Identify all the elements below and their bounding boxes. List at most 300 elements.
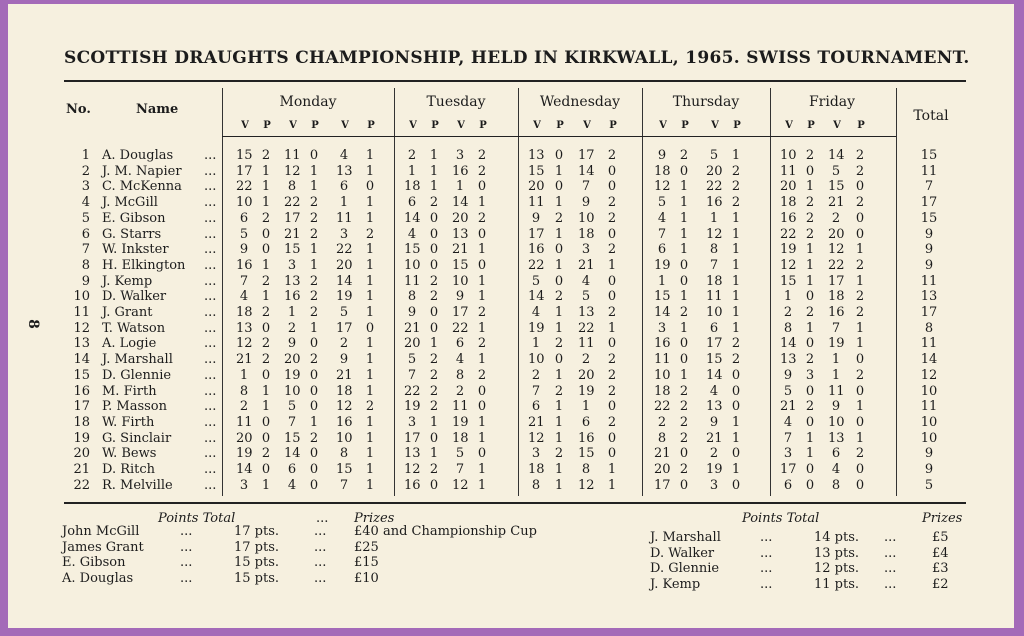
points-cell: 1	[261, 195, 271, 211]
opponent-cell: 19	[654, 257, 671, 273]
opponent-cell: 12	[578, 477, 595, 493]
points-cell: 2	[607, 195, 617, 211]
points-cell: 1	[365, 352, 375, 368]
opponent-cell: 18	[452, 430, 469, 446]
opponent-cell: 7	[531, 383, 541, 399]
points-cell: 0	[477, 179, 487, 195]
opponent-cell: 20	[654, 462, 671, 477]
points-cell: 1	[429, 179, 439, 195]
opponent-cell: 7	[657, 226, 667, 242]
total-cell: 17	[920, 195, 938, 211]
opponent-cell: 1	[531, 336, 541, 352]
points-cell: 1	[261, 383, 271, 399]
points-cell: 1	[365, 446, 375, 462]
points-cell: 1	[554, 226, 564, 242]
points-cell: 1	[679, 195, 689, 211]
leader-dots: ...	[204, 383, 217, 399]
opponent-cell: 17	[236, 163, 253, 179]
points-cell: 1	[731, 305, 741, 320]
points-cell: 2	[679, 305, 689, 320]
opponent-cell: 16	[828, 305, 845, 320]
points-cell: 0	[855, 477, 865, 493]
opponent-cell: 4	[581, 273, 591, 289]
prizes-label: Prizes	[354, 511, 395, 526]
header-underline	[222, 136, 896, 137]
player-number: 17	[73, 399, 90, 415]
leader-dots: ...	[204, 414, 217, 430]
points-cell: 1	[554, 462, 564, 477]
points-cell: 2	[429, 462, 439, 477]
opponent-cell: 16	[578, 430, 595, 446]
points-cell: 1	[731, 320, 741, 336]
points-cell: 0	[554, 352, 564, 368]
leader-dots: ...	[204, 430, 217, 446]
total-cell: 15	[920, 210, 938, 226]
points-cell: 0	[805, 462, 815, 477]
opponent-cell: 22	[578, 320, 595, 336]
winner-prize: £3	[932, 561, 949, 576]
opponent-cell: 7	[287, 414, 297, 430]
opponent-cell: 9	[709, 414, 719, 430]
points-cell: 1	[731, 273, 741, 289]
points-total-label: Points Total	[742, 511, 820, 526]
points-cell: 1	[731, 242, 741, 258]
opponent-cell: 4	[783, 414, 793, 430]
points-cell: 1	[477, 242, 487, 258]
points-cell: 0	[554, 273, 564, 289]
opponent-cell: 14	[828, 148, 845, 163]
points-cell: 1	[261, 163, 271, 179]
points-cell: 1	[607, 320, 617, 336]
points-cell: 0	[261, 367, 271, 383]
points-cell: 1	[365, 462, 375, 477]
total-cell: 7	[924, 179, 934, 195]
opponent-cell: 22	[336, 242, 353, 258]
opponent-cell: 18	[528, 462, 545, 477]
opponent-cell: 11	[706, 289, 723, 305]
opponent-cell: 13	[706, 399, 723, 415]
total-cell: 5	[924, 477, 934, 493]
opponent-cell: 2	[581, 352, 591, 368]
player-name: J. Grant	[102, 305, 153, 320]
header-v: V	[583, 120, 591, 131]
opponent-cell: 6	[709, 320, 719, 336]
opponent-cell: 5	[455, 446, 465, 462]
winner-prize: £4	[932, 545, 949, 561]
opponent-cell: 15	[528, 163, 545, 179]
points-cell: 2	[731, 195, 741, 211]
opponent-cell: 14	[284, 446, 301, 462]
player-name: R. Melville	[102, 477, 173, 493]
opponent-cell: 17	[654, 477, 671, 493]
winner-name: D. Glennie	[650, 561, 720, 576]
points-cell: 1	[365, 305, 375, 320]
opponent-cell: 2	[783, 305, 793, 320]
player-name: A. Logie	[102, 336, 157, 352]
leader-dots: ...	[884, 561, 897, 576]
opponent-cell: 8	[831, 477, 841, 493]
winner-name: J. Marshall	[650, 530, 721, 545]
opponent-cell: 2	[831, 210, 841, 226]
total-cell: 13	[920, 289, 938, 305]
player-number: 22	[73, 477, 90, 493]
leader-dots: ...	[316, 511, 329, 526]
opponent-cell: 16	[654, 336, 671, 352]
opponent-cell: 8	[657, 430, 667, 446]
player-number: 8	[81, 257, 90, 273]
total-cell: 11	[920, 163, 938, 179]
points-cell: 2	[607, 352, 617, 368]
points-cell: 1	[365, 289, 375, 305]
table-bottom-rule	[64, 502, 966, 504]
opponent-cell: 4	[831, 462, 841, 477]
points-cell: 0	[429, 305, 439, 320]
opponent-cell: 14	[780, 336, 797, 352]
points-cell: 2	[855, 305, 865, 320]
points-cell: 2	[679, 462, 689, 477]
opponent-cell: 2	[339, 336, 349, 352]
opponent-cell: 6	[339, 179, 349, 195]
leader-dots: ...	[180, 570, 193, 586]
points-cell: 1	[309, 320, 319, 336]
points-cell: 1	[607, 477, 617, 493]
points-cell: 0	[607, 289, 617, 305]
opponent-cell: 18	[706, 273, 723, 289]
points-cell: 2	[855, 367, 865, 383]
total-cell: 10	[920, 414, 938, 430]
points-cell: 2	[477, 367, 487, 383]
opponent-cell: 1	[287, 305, 297, 320]
opponent-cell: 18	[828, 289, 845, 305]
opponent-cell: 17	[578, 148, 595, 163]
points-cell: 1	[554, 320, 564, 336]
points-cell: 2	[429, 399, 439, 415]
points-cell: 1	[679, 210, 689, 226]
header-p: P	[609, 120, 617, 131]
opponent-cell: 2	[531, 367, 541, 383]
opponent-cell: 7	[709, 257, 719, 273]
header-v: V	[341, 120, 349, 131]
opponent-cell: 15	[780, 273, 797, 289]
points-cell: 2	[309, 195, 319, 211]
points-cell: 0	[554, 242, 564, 258]
opponent-cell: 5	[657, 195, 667, 211]
opponent-cell: 11	[780, 163, 797, 179]
points-cell: 2	[429, 273, 439, 289]
player-name: D. Ritch	[102, 462, 156, 477]
points-cell: 2	[679, 414, 689, 430]
opponent-cell: 1	[455, 179, 465, 195]
player-name: A. Douglas	[102, 148, 174, 163]
points-cell: 0	[309, 148, 319, 163]
opponent-cell: 20	[284, 352, 301, 368]
points-cell: 2	[429, 289, 439, 305]
opponent-cell: 17	[452, 305, 469, 320]
header-v: V	[457, 120, 465, 131]
points-cell: 2	[309, 305, 319, 320]
points-cell: 0	[607, 179, 617, 195]
points-cell: 0	[477, 383, 487, 399]
opponent-cell: 1	[831, 367, 841, 383]
leader-dots: ...	[180, 524, 193, 539]
opponent-cell: 9	[783, 367, 793, 383]
leader-dots: ...	[204, 399, 217, 415]
points-cell: 1	[679, 367, 689, 383]
opponent-cell: 14	[528, 289, 545, 305]
winner-points: 15 pts.	[234, 555, 280, 570]
points-cell: 2	[554, 289, 564, 305]
opponent-cell: 18	[236, 305, 253, 320]
column-separator	[518, 88, 519, 496]
points-cell: 0	[679, 273, 689, 289]
points-cell: 2	[607, 148, 617, 163]
opponent-cell: 1	[239, 367, 249, 383]
opponent-cell: 5	[407, 352, 417, 368]
leader-dots: ...	[760, 530, 773, 545]
opponent-cell: 22	[284, 195, 301, 211]
points-cell: 2	[805, 195, 815, 211]
opponent-cell: 19	[236, 446, 253, 462]
opponent-cell: 13	[780, 352, 797, 368]
header-p: P	[367, 120, 375, 131]
opponent-cell: 4	[239, 289, 249, 305]
points-cell: 0	[309, 446, 319, 462]
points-cell: 2	[855, 289, 865, 305]
leader-dots: ...	[204, 477, 217, 493]
opponent-cell: 17	[404, 430, 421, 446]
points-cell: 2	[554, 210, 564, 226]
total-cell: 9	[924, 446, 934, 462]
opponent-cell: 8	[783, 320, 793, 336]
opponent-cell: 22	[236, 179, 253, 195]
opponent-cell: 3	[783, 446, 793, 462]
points-cell: 1	[805, 179, 815, 195]
opponent-cell: 10	[236, 195, 253, 211]
opponent-cell: 20	[528, 179, 545, 195]
winner-name: A. Douglas	[62, 570, 134, 586]
leader-dots: ...	[204, 195, 217, 211]
player-name: W. Firth	[102, 414, 155, 430]
player-name: J. McGill	[102, 195, 158, 211]
leader-dots: ...	[204, 257, 217, 273]
points-cell: 0	[855, 383, 865, 399]
player-name: C. McKenna	[102, 179, 182, 195]
points-cell: 0	[477, 446, 487, 462]
opponent-cell: 14	[452, 195, 469, 211]
opponent-cell: 6	[287, 462, 297, 477]
header-v: V	[241, 120, 249, 131]
winner-name: James Grant	[62, 539, 144, 555]
player-number: 7	[81, 242, 90, 258]
points-cell: 0	[679, 477, 689, 493]
points-cell: 2	[855, 148, 865, 163]
points-cell: 1	[679, 242, 689, 258]
winner-prize: £25	[354, 539, 379, 555]
points-cell: 2	[855, 257, 865, 273]
points-cell: 0	[679, 163, 689, 179]
opponent-cell: 16	[706, 195, 723, 211]
points-cell: 2	[261, 305, 271, 320]
opponent-cell: 11	[452, 399, 469, 415]
opponent-cell: 16	[528, 242, 545, 258]
points-cell: 1	[365, 163, 375, 179]
points-cell: 1	[554, 477, 564, 493]
points-cell: 1	[855, 430, 865, 446]
opponent-cell: 15	[828, 179, 845, 195]
leader-dots: ...	[760, 576, 773, 592]
opponent-cell: 21	[780, 399, 797, 415]
opponent-cell: 4	[709, 383, 719, 399]
page-number: 8	[24, 319, 41, 329]
opponent-cell: 15	[706, 352, 723, 368]
points-cell: 1	[855, 320, 865, 336]
points-cell: 1	[477, 289, 487, 305]
points-cell: 0	[855, 226, 865, 242]
opponent-cell: 17	[284, 210, 301, 226]
points-cell: 2	[429, 195, 439, 211]
header-p: P	[733, 120, 741, 131]
opponent-cell: 18	[654, 383, 671, 399]
header-no: No.	[66, 102, 91, 117]
total-cell: 15	[920, 148, 938, 163]
points-cell: 0	[731, 399, 741, 415]
opponent-cell: 3	[531, 446, 541, 462]
player-number: 1	[81, 148, 90, 163]
header-total: Total	[913, 108, 949, 124]
points-cell: 1	[805, 242, 815, 258]
opponent-cell: 10	[706, 305, 723, 320]
player-name: J. M. Napier	[102, 163, 182, 179]
opponent-cell: 13	[452, 226, 469, 242]
points-cell: 1	[679, 289, 689, 305]
opponent-cell: 9	[407, 305, 417, 320]
points-cell: 0	[429, 226, 439, 242]
opponent-cell: 22	[452, 320, 469, 336]
header-p: P	[681, 120, 689, 131]
points-cell: 2	[805, 210, 815, 226]
points-cell: 2	[261, 210, 271, 226]
opponent-cell: 11	[284, 148, 301, 163]
points-cell: 2	[429, 352, 439, 368]
opponent-cell: 4	[531, 305, 541, 320]
opponent-cell: 18	[654, 163, 671, 179]
opponent-cell: 20	[336, 257, 353, 273]
points-cell: 1	[731, 210, 741, 226]
winner-prize: £15	[354, 555, 379, 570]
points-cell: 1	[365, 273, 375, 289]
player-name: H. Elkington	[102, 257, 186, 273]
opponent-cell: 21	[336, 367, 353, 383]
winner-name: John McGill	[62, 524, 140, 539]
opponent-cell: 16	[780, 210, 797, 226]
opponent-cell: 9	[287, 336, 297, 352]
points-total-label: Points Total	[158, 511, 236, 526]
total-cell: 11	[920, 336, 938, 352]
points-cell: 0	[429, 477, 439, 493]
column-separator	[222, 88, 223, 496]
points-cell: 1	[365, 242, 375, 258]
points-cell: 0	[261, 226, 271, 242]
opponent-cell: 8	[239, 383, 249, 399]
points-cell: 2	[679, 148, 689, 163]
points-cell: 2	[477, 148, 487, 163]
points-cell: 0	[607, 273, 617, 289]
opponent-cell: 3	[581, 242, 591, 258]
leader-dots: ...	[204, 179, 217, 195]
opponent-cell: 12	[528, 430, 545, 446]
points-cell: 1	[731, 148, 741, 163]
points-cell: 1	[855, 242, 865, 258]
winner-name: D. Walker	[650, 545, 715, 561]
opponent-cell: 12	[284, 163, 301, 179]
points-cell: 2	[429, 383, 439, 399]
player-name: G. Starrs	[102, 226, 162, 242]
player-name: W. Inkster	[102, 242, 169, 258]
points-cell: 1	[429, 336, 439, 352]
total-cell: 10	[920, 430, 938, 446]
player-number: 9	[81, 273, 90, 289]
leader-dots: ...	[314, 570, 327, 586]
header-p: P	[807, 120, 815, 131]
header-v: V	[711, 120, 719, 131]
points-cell: 0	[855, 462, 865, 477]
points-cell: 0	[731, 383, 741, 399]
points-cell: 1	[365, 477, 375, 493]
opponent-cell: 21	[452, 242, 469, 258]
player-name: D. Glennie	[102, 367, 172, 383]
opponent-cell: 13	[236, 320, 253, 336]
opponent-cell: 15	[452, 257, 469, 273]
opponent-cell: 6	[783, 477, 793, 493]
points-cell: 1	[607, 462, 617, 477]
opponent-cell: 11	[828, 383, 845, 399]
opponent-cell: 1	[783, 289, 793, 305]
opponent-cell: 8	[407, 289, 417, 305]
opponent-cell: 21	[284, 226, 301, 242]
winner-points: 12 pts.	[814, 561, 860, 576]
opponent-cell: 6	[581, 414, 591, 430]
points-cell: 1	[679, 226, 689, 242]
opponent-cell: 7	[831, 320, 841, 336]
opponent-cell: 2	[455, 383, 465, 399]
opponent-cell: 22	[706, 179, 723, 195]
points-cell: 1	[261, 289, 271, 305]
points-cell: 2	[477, 336, 487, 352]
opponent-cell: 14	[706, 367, 723, 383]
points-cell: 1	[309, 163, 319, 179]
prizes-label: Prizes	[922, 511, 963, 526]
opponent-cell: 2	[709, 446, 719, 462]
opponent-cell: 5	[287, 399, 297, 415]
leader-dots: ...	[884, 530, 897, 545]
opponent-cell: 6	[407, 195, 417, 211]
opponent-cell: 3	[709, 477, 719, 493]
total-cell: 11	[920, 273, 938, 289]
opponent-cell: 8	[287, 179, 297, 195]
points-cell: 0	[261, 242, 271, 258]
day-header: Monday	[279, 94, 337, 110]
opponent-cell: 19	[578, 383, 595, 399]
opponent-cell: 10	[284, 383, 301, 399]
points-cell: 2	[261, 336, 271, 352]
points-cell: 0	[261, 414, 271, 430]
opponent-cell: 6	[239, 210, 249, 226]
points-cell: 0	[309, 383, 319, 399]
opponent-cell: 2	[657, 414, 667, 430]
points-cell: 0	[607, 430, 617, 446]
points-cell: 2	[554, 336, 564, 352]
points-cell: 0	[805, 383, 815, 399]
